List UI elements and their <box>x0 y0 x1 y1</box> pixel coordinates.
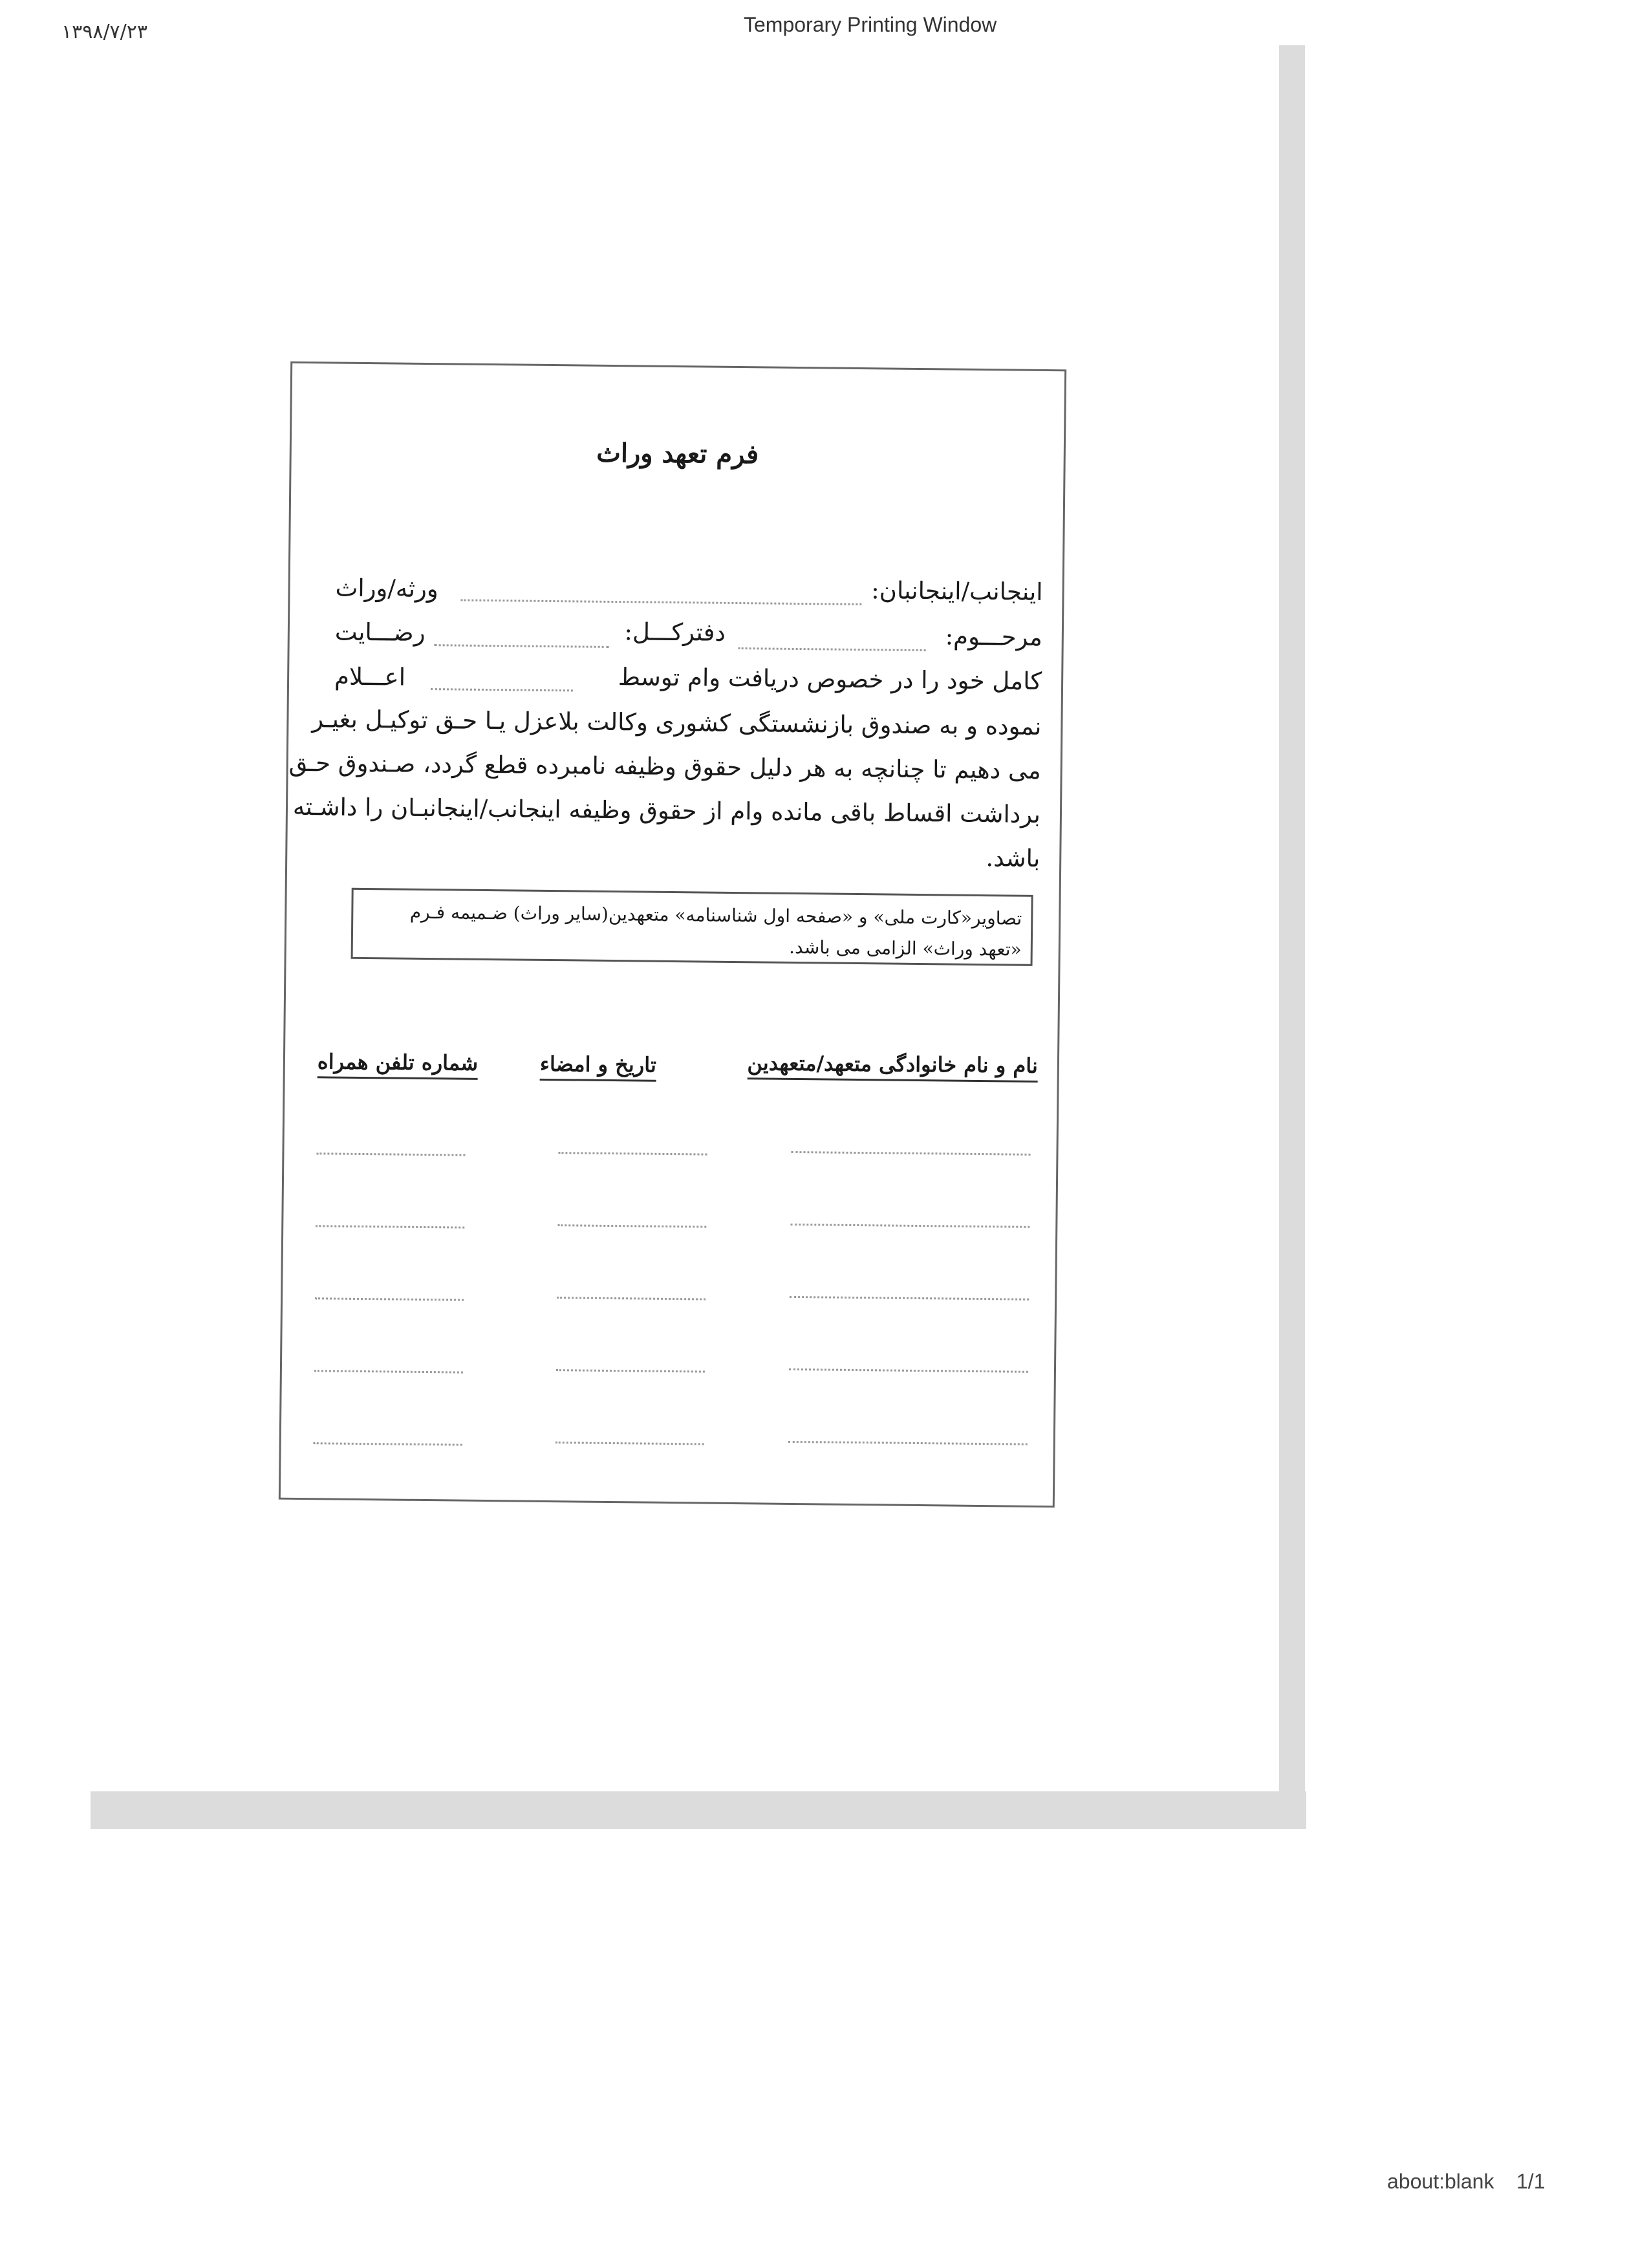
consent-label: رضـــایت <box>334 618 426 647</box>
name-blank-4 <box>789 1368 1028 1373</box>
office-blank <box>435 629 609 648</box>
scan-shadow-right <box>1279 45 1305 1827</box>
mobile-blank-5 <box>314 1442 462 1445</box>
mobile-blank-1 <box>316 1152 465 1156</box>
mobile-blank-3 <box>315 1297 464 1301</box>
applicants-blank <box>460 584 861 605</box>
print-window-title: Temporary Printing Window <box>744 13 997 36</box>
loan-by-text: کامل خود را در خصوص دریافت وام توسط <box>618 663 1042 695</box>
form-text-line-7: باشد. <box>986 844 1040 872</box>
note-line-2: «تعهد وراث» الزامی می باشد. <box>789 936 1022 960</box>
loan-by-blank <box>431 673 573 691</box>
deceased-label: مرحـــوم: <box>945 622 1043 651</box>
heirs-commitment-form <box>279 362 1066 1507</box>
date-blank-3 <box>557 1297 706 1300</box>
column-header-name: نام و نام خانوادگی متعهد/متعهدین <box>747 1050 1038 1083</box>
date-blank-1 <box>558 1152 707 1155</box>
print-date: ۱۳۹۸/۷/۲۳ <box>61 21 148 43</box>
mobile-blank-4 <box>314 1370 463 1373</box>
date-blank-2 <box>557 1224 706 1227</box>
signature-rows <box>292 363 1064 372</box>
form-text-line-6: برداشت اقساط باقی مانده وام از حقوق وظیفه اینجانب/اینجانبـان را داشـته <box>292 792 1041 828</box>
deceased-blank <box>738 632 926 651</box>
column-header-mobile: شماره تلفن همراه <box>318 1049 479 1080</box>
name-blank-2 <box>790 1224 1029 1228</box>
name-blank-1 <box>791 1151 1030 1156</box>
date-blank-4 <box>556 1369 705 1372</box>
form-text-line-5: می دهیم تا چنانچه به هر دلیل حقوق وظیفه نامبرده قطع گردد، صـندوق حـق <box>288 748 1041 784</box>
office-label: دفترکـــل: <box>624 618 726 647</box>
print-page-number: 1/1 <box>1516 2170 1546 2193</box>
name-blank-5 <box>788 1441 1028 1445</box>
note-line-1: تصاویر«کارت ملی» و «صفحه اول شناسنامه» متعهدین(سایر وراث) ضـمیمه فـرم <box>409 901 1022 929</box>
column-header-date-signature: تاریخ و امضاء <box>540 1052 656 1082</box>
heirs-label: ورثه/وراث <box>335 574 438 603</box>
date-blank-5 <box>555 1442 704 1445</box>
mobile-blank-2 <box>316 1225 464 1228</box>
print-url: about:blank <box>1387 2170 1494 2193</box>
scan-shadow-bottom <box>91 1791 1306 1829</box>
announce-label: اعـــلام <box>334 662 406 691</box>
form-line-applicants <box>871 576 1043 606</box>
name-blank-3 <box>790 1296 1029 1301</box>
form-title: فرم تعهد وراث <box>596 437 759 470</box>
form-text-line-4: نموده و به صندوق بازنشستگی کشوری وکالت بلاعزل یـا حـق توکیـل بغیـر <box>312 705 1042 740</box>
applicants-label: اینجانب/اینجانبان: <box>871 576 1043 606</box>
attachment-note-box <box>351 888 1033 966</box>
